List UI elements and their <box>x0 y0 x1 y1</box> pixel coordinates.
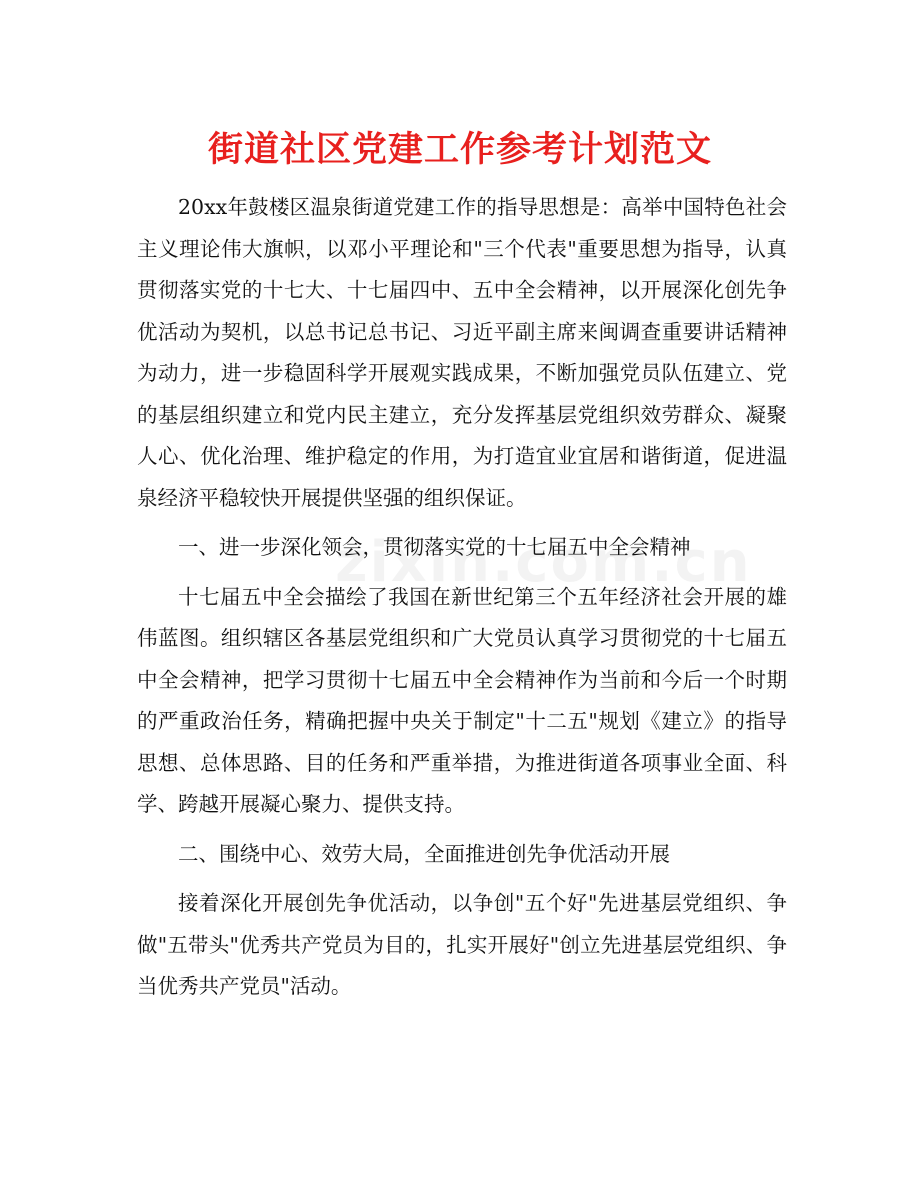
document-title: 街道社区党建工作参考计划范文 <box>207 130 712 170</box>
section-heading-2: 二、围绕中心、效劳大局，全面推进创先争优活动开展 <box>178 841 670 866</box>
paragraph-plenum-spirit: 十七届五中全会描绘了我国在新世纪第三个五年经济社会开展的雄伟蓝图。组织辖区各基层党组织和广大党员认真学习贯彻党的十七届五中全会精神，把学习贯彻十七届五中全会精神作为当前和今后一个时期的严重政治任务，精确把握中央关于制定"十二五"规划《建立》的指导思想、总体思路、目的任务和严重举措，为推进街道各项事业全面、科学、跨越开展凝心聚力、提供支持。 <box>137 584 787 816</box>
paragraph-excellence-activity: 接着深化开展创先争优活动，以争创"五个好"先进基层党组织、争做"五带头"优秀共产党员为目的，扎实开展好"创立先进基层党组织、争当优秀共产党员"活动。 <box>137 891 787 998</box>
section-heading-1: 一、进一步深化领会，贯彻落实党的十七届五中全会精神 <box>178 535 691 559</box>
document-body <box>137 187 787 1016</box>
paragraph-guiding-thought: 20xx年鼓楼区温泉街道党建工作的指导思想是：高举中国特色社会主义理论伟大旗帜，以邓小平理论和"三个代表"重要思想为指导，认真贯彻落实党的十七大、十七届四中、五中全会精神，以开展深化创先争优活动为契机，以总书记总书记、习近平副主席来闽调查重要讲话精神为动力，进一步稳固科学开展观实践成果，不断加强党员队伍建立、党的基层组织建立和党内民主建立，充分发挥基层党组织效劳群众、凝聚人心、优化治理、维护稳定的作用，为打造宜业宜居和谐街道，促进温泉经济平稳较快开展提供坚强的组织保证。 <box>137 195 787 510</box>
